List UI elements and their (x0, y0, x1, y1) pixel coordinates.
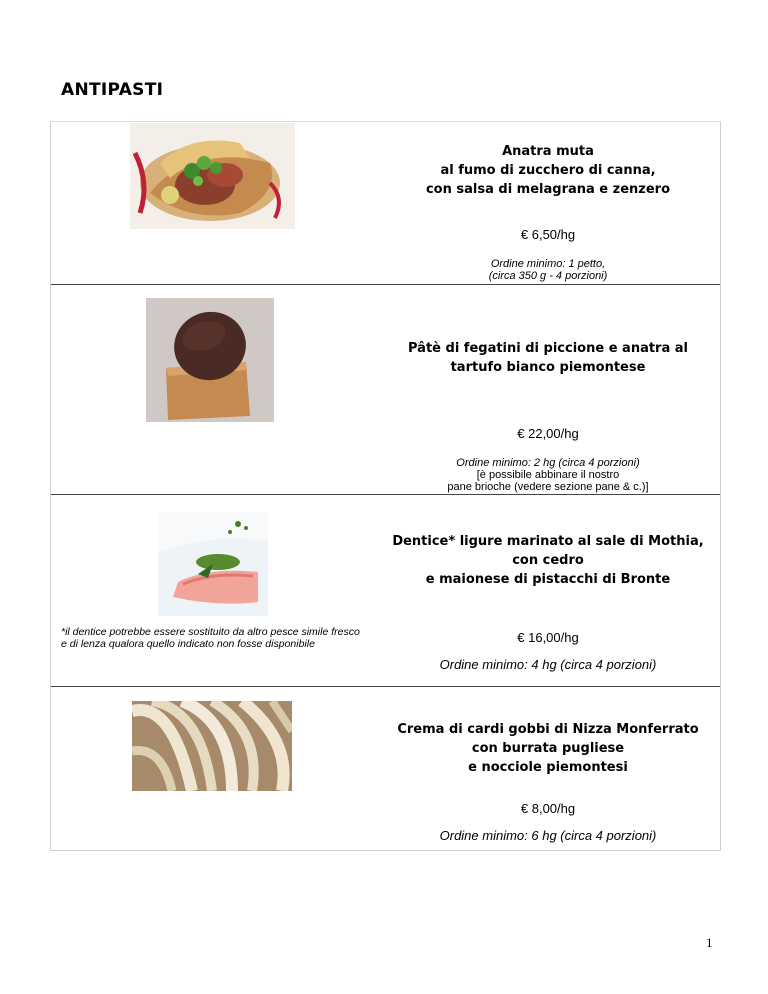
dish-name (376, 720, 720, 777)
section-title: ANTIPASTI (61, 80, 164, 100)
dish-name-line: Pâtè di fegatini di piccione e anatra al (408, 341, 688, 356)
dish-name-line: e maionese di pistacchi di Bronte (425, 572, 671, 587)
dish-name-line: con burrata pugliese (471, 741, 625, 756)
dish-name-line: con salsa di melagrana e zenzero (425, 182, 671, 197)
page-number: 1 (706, 935, 713, 950)
menu-row (51, 686, 720, 850)
duck-dish-photo (130, 123, 295, 229)
minimum-order-line: [è possibile abbinare il nostro (476, 469, 620, 481)
menu-row-image-cell (51, 686, 376, 850)
dish-name-line: con cedro (512, 553, 584, 568)
minimum-order (376, 828, 720, 843)
menu-table (50, 121, 721, 851)
minimum-order-line: Ordine minimo: 2 hg (circa 4 porzioni) (456, 457, 640, 469)
menu-row-text-cell (376, 494, 720, 686)
dish-price: € 16,00/hg (517, 630, 579, 645)
dish-name (376, 142, 720, 199)
minimum-order-line: Ordine minimo: 4 hg (circa 4 porzioni) (439, 657, 657, 672)
menu-row (51, 494, 720, 687)
dish-price: € 8,00/hg (520, 801, 576, 816)
minimum-order-line: pane brioche (vedere sezione pane & c.)] (447, 481, 649, 493)
minimum-order-line: Ordine minimo: 6 hg (circa 4 porzioni) (439, 828, 657, 843)
minimum-order (376, 657, 720, 672)
minimum-order (376, 457, 720, 493)
dish-name-line: Dentice* ligure marinato al sale di Mothia, (392, 534, 704, 549)
dish-price: € 22,00/hg (517, 426, 579, 441)
menu-row-text-cell (376, 686, 720, 850)
dish-name (376, 339, 720, 377)
menu-row-text-cell (376, 122, 720, 284)
menu-row-image-cell (51, 284, 376, 494)
fish-dish-photo (158, 512, 268, 616)
minimum-order-line: (circa 350 g - 4 porzioni) (488, 270, 608, 282)
dish-name (376, 532, 720, 589)
menu-row-text-cell (376, 284, 720, 494)
minimum-order-line: Ordine minimo: 1 petto, (490, 258, 606, 270)
pate-dish-photo (146, 298, 274, 422)
cardoon-dish-photo (132, 701, 292, 791)
dish-name-line: e nocciole piemontesi (468, 760, 628, 775)
menu-row-image-cell (51, 122, 376, 284)
menu-row-image-cell (51, 494, 376, 686)
dish-name-line: Crema di cardi gobbi di Nizza Monferrato (397, 722, 699, 737)
footnote: *il dentice potrebbe essere sostituito da altro pesce simile fresco e di lenza qualora quello indicato non fosse disponibile (61, 626, 360, 650)
menu-row (51, 284, 720, 495)
dish-name-line: Anatra muta (502, 144, 594, 159)
dish-price: € 6,50/hg (520, 227, 576, 242)
menu-row (51, 122, 720, 285)
dish-name-line: al fumo di zucchero di canna, (440, 163, 656, 178)
minimum-order (376, 258, 720, 282)
dish-name-line: tartufo bianco piemontese (450, 360, 646, 375)
